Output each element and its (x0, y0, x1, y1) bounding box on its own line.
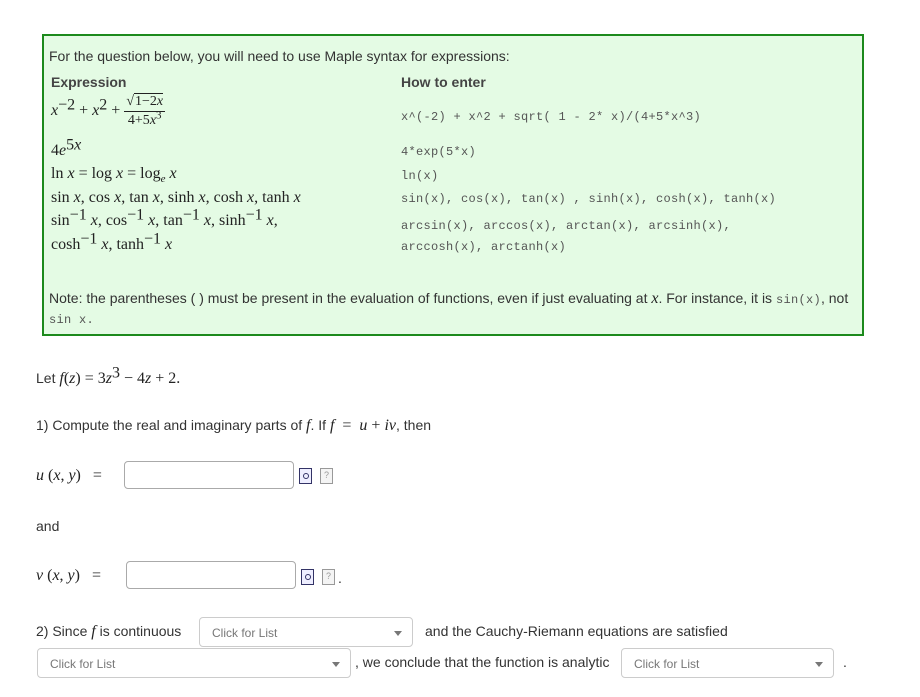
v-answer-input[interactable] (126, 561, 296, 589)
enter-row-5: arcsin(x), arccos(x), arctan(x), arcsinh(x), (401, 219, 732, 233)
maple-syntax-note (42, 34, 864, 336)
u-answer-input[interactable] (124, 461, 294, 489)
u-label: u (x, y) = (36, 467, 102, 484)
enter-row-4: sin(x), cos(x), tan(x) , sinh(x), cosh(x), tanh(x) (401, 192, 777, 206)
v-period: . (338, 570, 342, 586)
cauchy-riemann-select[interactable]: Click for List (37, 648, 351, 678)
expression-row-3: $\ln x = \log x = \log_e x$ (51, 165, 177, 185)
chevron-down-icon (394, 631, 402, 636)
code-sin-x: sin x. (49, 313, 95, 327)
preview-icon[interactable] (301, 569, 314, 585)
part2-period: . (843, 654, 847, 670)
part1-prompt: 1) Compute the real and imaginary parts of f. If f = u + iv, then (36, 417, 432, 434)
chevron-down-icon (332, 662, 340, 667)
function-definition: Let $f(z) = 3z^3 - 4z + 2$. (36, 364, 181, 387)
expression-row-2: $4e^{5x}$ (51, 136, 82, 159)
help-icon[interactable] (320, 468, 333, 484)
v-label: v (x, y) = (36, 567, 102, 584)
part2-conclusion: , we conclude that the function is analytic (355, 654, 610, 670)
note-footer: Note: the parentheses ( ) must be present in the evaluation of functions, even if just evaluating at x. For instance, it is sin(x), not (49, 290, 849, 307)
expression-row-5b: $\cosh^{-1} x$, $\tanh^{-1} x$ (51, 230, 173, 253)
note-intro: For the question below, you will need to use Maple syntax for expressions: (49, 48, 510, 64)
enter-row-3: ln(x) (401, 169, 439, 183)
expression-row-1: $x^{-2} + x^2$ + $\frac{√1-2x}{4+5x^3}$ (51, 94, 164, 128)
enter-row-1: x^(-2) + x^2 + sqrt( 1 - 2* x)/(4+5*x^3) (401, 110, 702, 124)
analytic-select[interactable]: Click for List (621, 648, 834, 678)
help-icon[interactable] (322, 569, 335, 585)
enter-row-5b: arccosh(x), arctanh(x) (401, 240, 567, 254)
part2-cauchy-riemann: and the Cauchy-Riemann equations are satisfied (425, 623, 728, 639)
column-header-how-to-enter: How to enter (401, 74, 486, 90)
column-header-expression: Expression (51, 74, 127, 90)
part2-prompt: 2) Since f is continuous (36, 623, 182, 640)
expression-row-4: sin x, cos x, tan x, sinh x, cosh x, tanh x (51, 189, 301, 206)
expression-row-5: $\sin^{-1} x$, $\cos^{-1} x$, $\tan^{-1} x$, $\sinh^{-1} x$, (51, 206, 278, 229)
chevron-down-icon (815, 662, 823, 667)
continuity-select[interactable]: Click for List (199, 617, 413, 647)
code-sin-x-parens: sin(x) (775, 293, 821, 307)
and-label: and (36, 518, 60, 534)
enter-row-2: 4*exp(5*x) (401, 145, 477, 159)
preview-icon[interactable] (299, 468, 312, 484)
